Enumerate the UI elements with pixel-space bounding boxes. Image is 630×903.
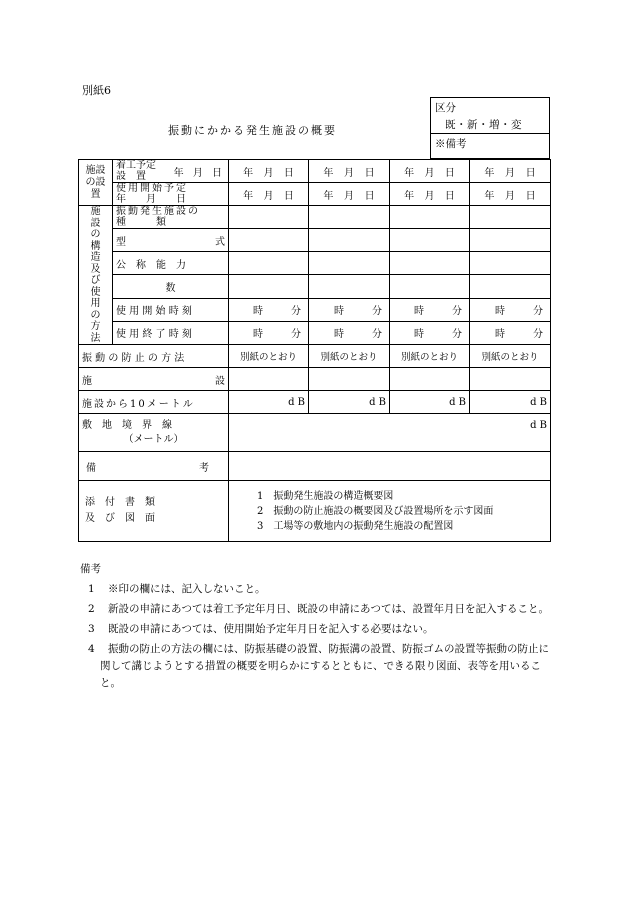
input-cell[interactable] xyxy=(390,229,470,252)
row-type xyxy=(79,206,551,229)
section-structure-label xyxy=(79,206,113,345)
input-cell[interactable] xyxy=(309,252,390,275)
row-count xyxy=(79,275,551,298)
note-item: 3 既設の申請にあつては、使用開始予定年月日を記入する必要はない。 xyxy=(88,623,434,635)
row-capacity xyxy=(79,252,551,275)
input-cell[interactable] xyxy=(309,368,390,391)
attachments-list xyxy=(229,481,551,542)
section-installation-text: 施設の設置 xyxy=(85,164,106,200)
category-box xyxy=(430,97,550,159)
biko-mark: ※備考 xyxy=(435,138,467,150)
row-model xyxy=(79,229,551,252)
input-cell[interactable] xyxy=(229,206,309,229)
end-time-cell[interactable]: 時 分 xyxy=(390,321,470,344)
use-start-date-cell[interactable]: 年 月 日 xyxy=(309,183,390,206)
row-10m xyxy=(79,391,551,414)
note-item: 1 ※印の欄には、記入しないこと。 xyxy=(88,583,266,595)
row-start-date xyxy=(79,160,551,183)
row-use-end-time xyxy=(79,321,551,344)
label-10m: 施設から10メートル xyxy=(79,391,229,414)
label-prevention: 振 動 の 防 止 の 方 法 xyxy=(79,345,229,368)
label-use-end-time: 使 用 終 了 時 刻 xyxy=(113,321,229,344)
note-item: 4 振動の防止の方法の欄には、防振基礎の設置、防振溝の設置、防振ゴムの設置等振動の防止に関して講じようとする措置の概要を明らかにするとともに、できる限り図面、表等を用いること。 xyxy=(88,643,549,689)
row-remarks xyxy=(79,452,551,481)
input-cell[interactable] xyxy=(229,252,309,275)
label-type: 振動発生施設の 種 類 xyxy=(113,206,229,229)
label-facility: 施 設 xyxy=(79,368,229,391)
note-item: 2 新設の申請にあつては着工予定年月日、既設の申請にあつては、設置年月日を記入すること。 xyxy=(88,603,549,615)
form-title: 振動にかかる発生施設の概要 xyxy=(168,124,337,137)
input-cell[interactable] xyxy=(390,252,470,275)
use-start-date-cell[interactable]: 年 月 日 xyxy=(229,183,309,206)
db-cell[interactable]: d B xyxy=(309,391,390,414)
db-cell[interactable]: d B xyxy=(470,391,551,414)
row-use-start xyxy=(79,183,551,206)
start-time-cell[interactable]: 時 分 xyxy=(229,298,309,321)
end-time-cell[interactable]: 時 分 xyxy=(309,321,390,344)
input-cell[interactable] xyxy=(390,275,470,298)
end-time-cell[interactable]: 時 分 xyxy=(470,321,551,344)
label-use-start: 使用開始予定 年 月 日 xyxy=(113,183,229,206)
remarks-cell[interactable] xyxy=(229,452,551,481)
prevention-cell[interactable]: 別紙のとおり xyxy=(309,345,390,368)
kubun-options: 既・新・増・変 xyxy=(445,119,522,131)
end-time-cell[interactable]: 時 分 xyxy=(229,321,309,344)
row-use-start-time xyxy=(79,298,551,321)
row-attachments xyxy=(79,481,551,542)
start-date-cell[interactable]: 年 月 日 xyxy=(470,160,551,183)
label-remarks: 備 考 xyxy=(79,452,229,481)
input-cell[interactable] xyxy=(309,229,390,252)
input-cell[interactable] xyxy=(470,368,551,391)
label-attachments: 添 付 書 類 及 び 図 面 xyxy=(79,481,229,542)
input-cell[interactable] xyxy=(229,229,309,252)
start-date-cell[interactable]: 年 月 日 xyxy=(390,160,470,183)
start-time-cell[interactable]: 時 分 xyxy=(390,298,470,321)
input-cell[interactable] xyxy=(390,206,470,229)
input-cell[interactable] xyxy=(309,206,390,229)
notes-section xyxy=(80,561,555,692)
input-cell[interactable] xyxy=(309,275,390,298)
db-cell[interactable]: d B xyxy=(390,391,470,414)
input-cell[interactable] xyxy=(470,206,551,229)
input-cell[interactable] xyxy=(470,229,551,252)
attachment-item: 2 振動の防止施設の概要図及び設置場所を示す図面 xyxy=(257,505,494,517)
input-cell[interactable] xyxy=(470,275,551,298)
prevention-cell[interactable]: 別紙のとおり xyxy=(470,345,551,368)
attachment-item: 3 工場等の敷地内の振動発生施設の配置図 xyxy=(257,520,454,532)
row-boundary xyxy=(79,414,551,452)
use-start-date-cell[interactable]: 年 月 日 xyxy=(390,183,470,206)
input-cell[interactable] xyxy=(229,275,309,298)
row-prevention xyxy=(79,345,551,368)
label-capacity: 公 称 能 力 xyxy=(113,252,229,275)
use-start-date-cell[interactable]: 年 月 日 xyxy=(470,183,551,206)
db-cell[interactable]: d B xyxy=(229,391,309,414)
page-label: 別紙6 xyxy=(82,84,111,97)
input-cell[interactable] xyxy=(229,368,309,391)
start-date-cell[interactable]: 年 月 日 xyxy=(229,160,309,183)
label-use-start-time: 使 用 開 始 時 刻 xyxy=(113,298,229,321)
label-count: 数 xyxy=(113,275,229,298)
boundary-cell[interactable]: d B xyxy=(229,414,551,452)
start-date-cell[interactable]: 年 月 日 xyxy=(309,160,390,183)
label-model: 型 式 xyxy=(113,229,229,252)
input-cell[interactable] xyxy=(390,368,470,391)
section-installation-label xyxy=(79,160,113,206)
start-time-cell[interactable]: 時 分 xyxy=(309,298,390,321)
section-structure-text: 施設の構造及び使用の方法 xyxy=(90,206,101,344)
label-start-date: 着工予定 設 置 年 月 日 xyxy=(113,160,229,183)
notes-heading: 備考 xyxy=(80,563,101,575)
input-cell[interactable] xyxy=(470,252,551,275)
row-facility xyxy=(79,368,551,391)
facility-table xyxy=(78,159,551,542)
prevention-cell[interactable]: 別紙のとおり xyxy=(390,345,470,368)
start-time-cell[interactable]: 時 分 xyxy=(470,298,551,321)
label-boundary: 敷 地 境 界 線 （メートル） xyxy=(79,414,229,452)
prevention-cell[interactable]: 別紙のとおり xyxy=(229,345,309,368)
kubun-label: 区分 xyxy=(435,102,456,114)
attachment-item: 1 振動発生施設の構造概要図 xyxy=(257,490,394,502)
